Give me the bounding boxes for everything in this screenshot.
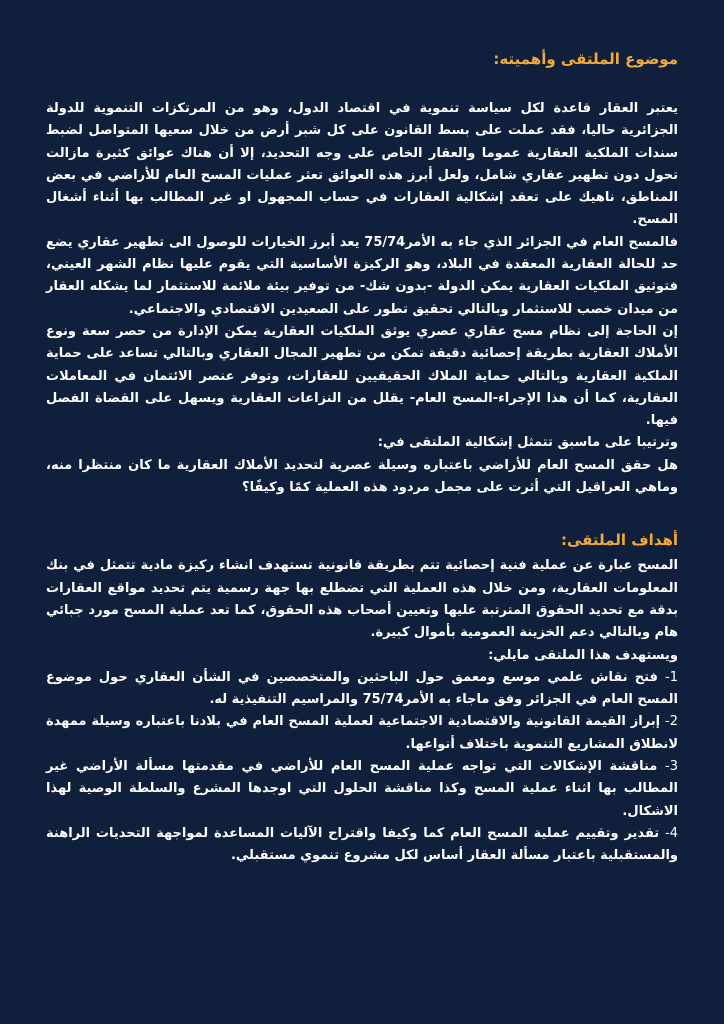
goal-item xyxy=(46,711,678,756)
paragraph-survey-definition: المسح عبارة عن عملية فنية إحصائية تتم بطريقة قانونية تستهدف انشاء ركيزة مادية تتمثل في بنك المعلومات العقارية، ومن خلال هذه العملية التي تضطلع بها جهة رسمية يتم تحديد مواقع العقارات بدقة مع تحديد الحقوق المترتبة عليها وتعيين أصحاب هذه الحقوق، كما تعد عملية المسح مورد جبائي هام وبالتالي دعم الخزينة العمومية بأموال كبيرة. xyxy=(46,558,678,641)
goals-list xyxy=(46,667,678,868)
goal-number: 1- xyxy=(665,669,678,685)
paragraph-problem-intro: وترتيبا على ماسبق تتمثل إشكالية الملتقى في: xyxy=(377,435,678,451)
goal-item xyxy=(46,667,678,712)
paragraph-need: إن الحاجة إلى نظام مسح عقاري عصري يوثق الملكيات العقارية يمكن الإدارة من حصر سعة ونوع الأملاك العقارية بطريقة إحصائية دقيقة تمكن من تطهير المجال العقاري وبالتالي تساعد على حماية الملكية العقارية وبالتالي حماية الملاك الحقيقيين للعقارات، وتوفر عنصر الائتمان في المعاملات العقارية، كما أن هذا الإجراء-المسح العام- يقلل من النزاعات العقارية ويسهل على القضاة الفصل فيها. xyxy=(46,323,678,429)
goal-number: 2- xyxy=(665,714,678,730)
section-title-goals: أهداف الملتقى: xyxy=(560,531,678,550)
goal-number: 4- xyxy=(665,825,678,841)
goal-item xyxy=(46,823,678,868)
paragraph-general-survey: فالمسح العام في الجزائر الذي جاء به الأمر75/74 يعد أبرز الخيارات للوصول الى تطهير عقاري يضع حد للحالة العقارية المعقدة في البلاد، وهو الركيزة الأساسية التي يقوم عليها نظام الشهر العيني، فتوثيق الملكيات العقارية يمكن الدولة -بدون شك- من توفير بيئة ملائمة للاستثمار لما يشكله العقار من ميدان خصب للاستثمار وبالتالي تحقيق تطور على الصعيدين الاقتصادي والاجتماعي. xyxy=(46,234,678,317)
paragraph-intro: يعتبر العقار قاعدة لكل سياسة تنموية في اقتصاد الدول، وهو من المرتكزات التنموية للدولة الجزائرية حاليا، فقد عملت على بسط القانون على كل شبر أرض من خلال سعيها المتواصل لضبط سندات الملكية العقارية عموما والعقار الخاص على وجه التحديد، إلا أن هناك عوائق كثيرة مازالت تحول دون تطهير عقاري شامل، ولعل أبرز هذه العوائق تعثر عمليات المسح العام للأراضي في بعض المناطق، ناهيك على تعقد إشكالية العقارات في حساب المجهول او غير المطالب بها أثناء أشغال المسح. xyxy=(46,101,678,228)
goal-text: مناقشة الإشكالات التي تواجه عملية المسح العام للأراضي في مقدمتها مسألة الأراضي غير المطالب بها اثناء عملية المسح وكذا مناقشة الحلول التي اوجدها المشرع والسلطة الوصية لهذا الاشكال. xyxy=(46,759,678,819)
goal-text: إبراز القيمة القانونية والاقتصادية الاجتماعية لعملية المسح العام في بلادنا باعتباره وسيلة ممهدة لانطلاق المشاريع التنموية باختلاف أنواعها. xyxy=(46,714,678,752)
goal-text: فتح نقاش علمي موسع ومعمق حول الباحثين والمتخصصين في الشأن العقاري حول موضوع المسح العام في الجزائر وفق ماجاء به الأمر75/74 والمراسيم التنفيذية له. xyxy=(46,669,678,708)
section-title-topic: موضوع الملتقى وأهميته: xyxy=(493,50,678,68)
goal-item xyxy=(46,756,678,823)
paragraph-problem-question: هل حقق المسح العام للأراضي باعتباره وسيلة عصرية لتحديد الأملاك العقارية ما كان منتظرا منه، وماهي العراقيل التي أثرت على مجمل مردود هذه العملية كمًا وكيفًا؟ xyxy=(46,457,678,496)
goal-text: تقدير وتقييم عملية المسح العام كما وكيفا واقتراح الآليات المساعدة لمواجهة التحديات الراهنة والمستقبلية باعتبار مسألة العقار أساس لكل مشروع تنموي مستقبلي. xyxy=(46,825,678,864)
goal-number: 3- xyxy=(665,759,678,775)
paragraph-goals-intro: ويستهدف هذا الملتقى مايلي: xyxy=(488,647,678,663)
